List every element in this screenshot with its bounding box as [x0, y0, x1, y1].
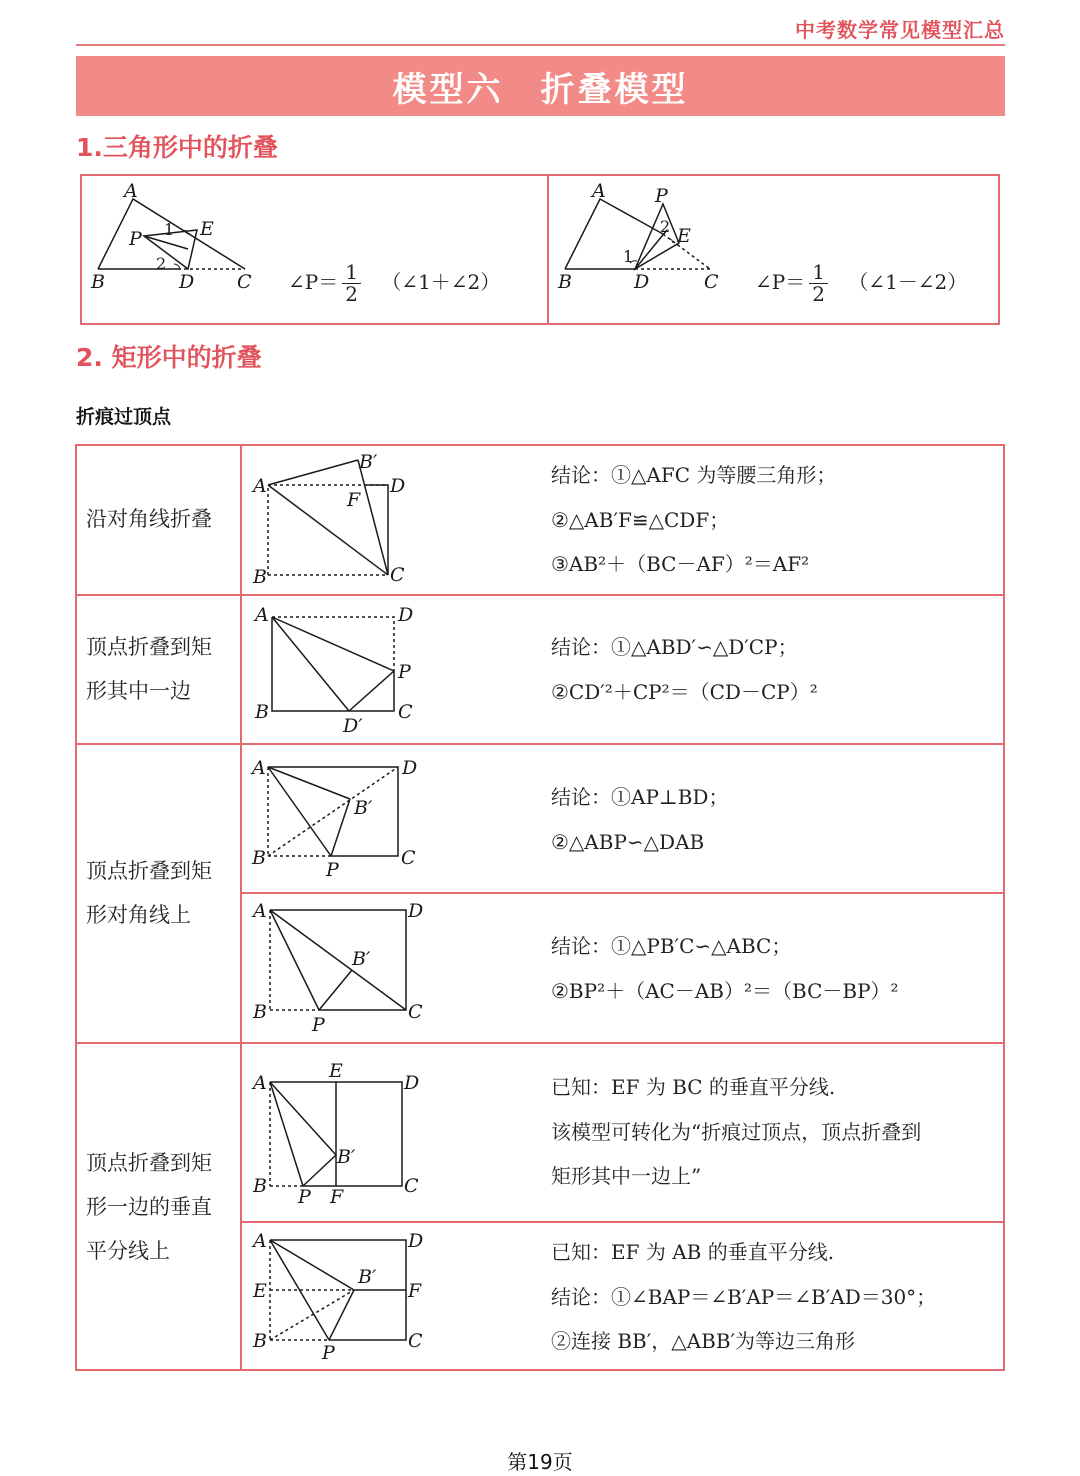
conclusion-line: ②BP²＋（AC－AB）²＝（BC－BP）² [551, 978, 899, 1003]
table-row-divider [75, 1042, 1005, 1044]
fraction-half [342, 262, 361, 305]
conclusion-line: 结论：①△AFC 为等腰三角形； [551, 463, 837, 487]
label-C: C [408, 1330, 423, 1352]
figure-diagonal-fold [246, 450, 426, 590]
label-D: D [408, 900, 424, 922]
label-A: A [253, 475, 267, 497]
conclusion-line: ②CD′²＋CP²＝（CD－CP）² [551, 679, 818, 704]
label-A: A [252, 757, 266, 779]
triangle-fold-diagram-1 [88, 182, 258, 294]
label-C: C [404, 1175, 419, 1197]
model-banner [76, 56, 1005, 116]
label-C: C [390, 564, 405, 586]
table-row-divider [75, 743, 1005, 745]
figure-vertex-to-bisector-1 [246, 1050, 426, 1214]
conclusion-line: ②△AB′F≌△CDF； [551, 507, 730, 532]
label-B-prime: B′ [337, 1146, 356, 1168]
label-P: P [655, 185, 668, 207]
triangle-formula-2 [755, 262, 967, 305]
label-P: P [398, 661, 411, 683]
conclusion-line: 结论：①AP⊥BD； [551, 785, 729, 809]
label-F: F [408, 1280, 422, 1302]
label-D: D [390, 475, 406, 497]
label-A: A [124, 182, 138, 202]
label-D: D [408, 1230, 424, 1252]
triangle-fold-divider [547, 174, 549, 325]
table-row-divider [240, 892, 1005, 894]
label-A: A [592, 182, 606, 202]
label-B: B [558, 271, 572, 293]
table-row-divider [240, 1221, 1005, 1223]
fraction-denominator: 2 [345, 282, 358, 306]
page-number: 第19页 [507, 1450, 573, 1474]
fraction-denominator: 2 [812, 282, 825, 306]
label-D: D [398, 604, 414, 626]
conclusion-vertex-to-diagonal-2 [551, 924, 899, 1013]
banner-title: 模型六 折叠模型 [392, 69, 689, 110]
label-A: A [253, 1230, 267, 1252]
label-A: A [253, 1072, 267, 1094]
conclusion-vertex-to-bisector-1 [551, 1065, 921, 1199]
conclusion-line: 矩形其中一边上” [551, 1164, 702, 1188]
label-E: E [200, 218, 214, 240]
conclusion-line: ②连接 BB′，△ABB′为等边三角形 [551, 1329, 856, 1353]
label-D-prime: D′ [343, 715, 363, 737]
label-C: C [398, 701, 413, 723]
label-C: C [408, 1001, 423, 1023]
label-D: D [179, 271, 195, 293]
conclusion-line: ③AB²＋（BC－AF）²＝AF² [551, 552, 810, 576]
conclusion-line: 结论：①△ABD′∽△D′CP； [551, 635, 798, 659]
triangle-fold-diagram-2 [555, 182, 725, 294]
triangle-formula-1 [288, 262, 500, 305]
fraction-numerator: 1 [342, 262, 361, 284]
label-C: C [237, 271, 252, 293]
figure-vertex-to-bisector-2 [246, 1226, 426, 1366]
label-B: B [255, 701, 269, 723]
label-A: A [255, 604, 269, 626]
label-P: P [298, 1186, 311, 1208]
label-P: P [326, 859, 339, 881]
label-B-prime: B′ [359, 451, 378, 473]
label-angle-1: 1 [164, 220, 175, 239]
label-angle-2: 2 [660, 217, 671, 236]
label-angle-1: 1 [623, 247, 634, 266]
label-B: B [253, 566, 267, 588]
row-label-diagonal-fold: 沿对角线折叠 [86, 507, 212, 531]
section1-heading: 1.三角形中的折叠 [76, 133, 278, 162]
formula-suffix: （∠1－∠2） [848, 270, 968, 294]
fraction-half [809, 262, 828, 305]
label-angle-2: 2 [156, 254, 167, 273]
header-divider [76, 44, 1005, 46]
conclusion-line: 结论：①△PB′C∽△ABC； [551, 934, 792, 958]
label-B: B [253, 1175, 267, 1197]
label-C: C [704, 271, 719, 293]
label-B-prime: B′ [358, 1266, 377, 1288]
conclusion-line: 结论：①∠BAP＝∠B′AP＝∠B′AD＝30°； [551, 1284, 937, 1309]
formula-prefix: ∠P＝ [755, 270, 806, 294]
label-B: B [253, 1001, 267, 1023]
table-column-divider [240, 444, 242, 1371]
table-row-divider [75, 594, 1005, 596]
label-B: B [253, 1330, 267, 1352]
label-B: B [91, 271, 105, 293]
label-A: A [253, 900, 267, 922]
label-D: D [402, 757, 418, 779]
conclusion-line: 已知：EF 为 BC 的垂直平分线. [551, 1075, 836, 1099]
conclusion-vertex-to-side [551, 625, 818, 714]
formula-prefix: ∠P＝ [288, 270, 339, 294]
label-C: C [401, 847, 416, 869]
label-E: E [253, 1280, 267, 1302]
conclusion-vertex-to-diagonal-1 [551, 775, 728, 864]
row-label-vertex-to-bisector: 顶点折叠到矩形一边的垂直平分线上 [86, 1151, 212, 1263]
conclusion-line: 该模型可转化为“折痕过顶点，顶点折叠到 [551, 1119, 922, 1144]
fraction-numerator: 1 [809, 262, 828, 284]
label-E: E [329, 1060, 343, 1082]
figure-vertex-to-diagonal-1 [246, 748, 426, 888]
label-B-prime: B′ [352, 948, 371, 970]
figure-vertex-to-side [246, 598, 426, 740]
section2-heading: 2. 矩形中的折叠 [76, 343, 262, 372]
subheading-crease-through-vertex: 折痕过顶点 [76, 406, 172, 428]
label-B-prime: B′ [354, 797, 373, 819]
label-D: D [634, 271, 650, 293]
label-P: P [322, 1342, 335, 1364]
conclusion-vertex-to-bisector-2 [551, 1230, 936, 1364]
row-label-vertex-to-side: 顶点折叠到矩形其中一边 [86, 635, 212, 703]
label-P: P [312, 1014, 325, 1036]
label-F: F [347, 489, 361, 511]
header-title: 中考数学常见模型汇总 [795, 18, 1005, 42]
label-B: B [252, 847, 266, 869]
conclusion-line: 已知：EF 为 AB 的垂直平分线. [551, 1240, 835, 1264]
label-D: D [404, 1072, 420, 1094]
label-E: E [677, 225, 691, 247]
conclusion-line: ②△ABP∽△DAB [551, 829, 705, 854]
label-F: F [330, 1186, 344, 1208]
label-P: P [129, 228, 142, 250]
conclusion-diagonal-fold [551, 453, 836, 587]
row-label-vertex-to-diagonal: 顶点折叠到矩形对角线上 [86, 859, 212, 927]
formula-suffix: （∠1＋∠2） [381, 270, 501, 294]
figure-vertex-to-diagonal-2 [246, 898, 426, 1038]
